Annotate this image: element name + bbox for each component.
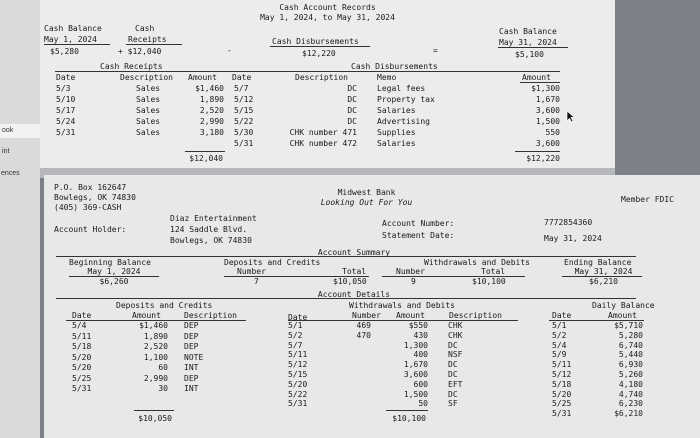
deposit-amount: 2,520: [143, 342, 168, 351]
open-balance-h2: May 1, 2024: [44, 35, 97, 44]
daily-amount: 6,740: [618, 340, 643, 350]
receipt-amount: 2,520: [199, 106, 224, 115]
withdrawal-description: DC: [448, 360, 458, 370]
sum-ending-h1: Ending Balance: [564, 258, 632, 267]
disb-date: 5/12: [234, 95, 254, 104]
receipt-description: Sales: [136, 84, 161, 93]
withdrawal-number: [349, 360, 371, 369]
deposit-amount: 2,990: [143, 373, 168, 383]
statement-date-value: May 31, 2024: [544, 234, 602, 243]
deposits-title: Deposits and Credits: [116, 301, 213, 310]
withdrawal-description: DC: [448, 389, 458, 399]
col-description-2: Description: [295, 73, 348, 82]
withdrawal-date: 5/7: [288, 340, 303, 350]
sidebar-label-ences[interactable]: ences: [1, 170, 20, 177]
receipt-description: Sales: [136, 95, 161, 104]
daily-amount: $6,210: [614, 409, 643, 419]
disb-amount: 1,670: [535, 95, 560, 104]
deposit-amount: 60: [158, 363, 168, 372]
deposit-description: DEP: [184, 342, 199, 351]
receipt-date: 5/3: [56, 84, 71, 93]
daily-date: 5/31: [552, 409, 572, 419]
sum-withdrawals-number: 9: [411, 277, 416, 286]
sum-deposits-total-label: Total: [342, 267, 367, 276]
deposit-description: NOTE: [184, 352, 204, 362]
sum-deposits-number-label: Number: [237, 267, 266, 276]
withdrawal-description: CHK: [448, 330, 463, 340]
withdrawal-number: [349, 399, 371, 408]
holder-line-1: Diaz Entertainment: [170, 214, 257, 223]
daily-amount: 4,740: [618, 389, 643, 399]
disb-amount: 3,600: [535, 139, 560, 148]
bank-statement: [44, 175, 700, 438]
disb-h1: Cash Disbursements: [272, 37, 359, 46]
receipts-total: $12,040: [189, 154, 223, 163]
dep-col-amount: Amount: [132, 311, 161, 320]
sum-ending-h2: May 31, 2024: [574, 267, 633, 276]
withdrawal-date: 5/20: [288, 379, 308, 389]
deposit-date: 5/31: [72, 384, 92, 393]
receipt-amount: $1,460: [195, 84, 224, 93]
records-period: May 1, 2024, to May 31, 2024: [260, 13, 395, 22]
deposit-date: 5/11: [72, 331, 92, 341]
sum-ending-value: $6,210: [589, 277, 618, 286]
open-balance-amount: $5,280: [50, 47, 79, 56]
daily-date: 5/2: [552, 330, 567, 340]
col-amount-2: Amount: [522, 73, 551, 82]
receipt-date: 5/24: [56, 117, 76, 126]
disb-description: DC: [347, 117, 357, 126]
disb-memo: Salaries: [377, 139, 416, 148]
withdrawals-title: Withdrawals and Debits: [349, 301, 455, 310]
open-balance-h1: Cash Balance: [44, 24, 102, 33]
withdrawal-amount: 600: [413, 379, 428, 389]
sum-begin-h2: May 1, 2024: [87, 267, 141, 276]
details-title: Account Details: [317, 290, 391, 299]
daily-date: 5/4: [552, 340, 567, 350]
withdrawal-amount: 400: [413, 350, 428, 360]
receipt-date: 5/31: [56, 128, 76, 137]
withdrawal-description: DC: [448, 370, 458, 379]
receipt-date: 5/10: [56, 95, 76, 104]
deposit-amount: 1,100: [143, 352, 168, 362]
receipts-amount: + $12,040: [118, 47, 162, 56]
daily-date: 5/9: [552, 350, 567, 360]
withdrawal-number: [349, 350, 371, 359]
deposit-amount: 1,890: [143, 331, 168, 341]
disb-memo: Salaries: [377, 106, 416, 115]
sum-withdrawals-number-label: Number: [396, 267, 425, 276]
disb-date: 5/7: [234, 84, 249, 93]
daily-date: 5/11: [552, 360, 572, 370]
receipts-section-title: Cash Receipts: [100, 62, 163, 71]
withdrawal-amount: 430: [413, 330, 428, 340]
receipt-description: Sales: [136, 106, 161, 115]
bank-address-3: (405) 369-CASH: [54, 203, 122, 212]
withdrawal-date: 5/31: [288, 399, 308, 409]
disb-amount: 3,600: [535, 106, 560, 115]
daily-date: 5/18: [552, 379, 572, 389]
deposit-amount: 30: [158, 384, 168, 393]
wd-col-description: Description: [449, 311, 502, 320]
withdrawal-number: [349, 341, 371, 350]
deposits-total: $10,050: [138, 414, 172, 423]
sum-deposits-h1: Deposits and Credits: [224, 258, 321, 267]
receipts-h1: Cash: [135, 24, 155, 33]
sum-withdrawals-total-label: Total: [481, 267, 506, 276]
withdrawal-number: [349, 380, 371, 389]
disb-amount: 550: [545, 128, 560, 137]
deposit-date: 5/25: [72, 373, 92, 383]
withdrawal-amount: $550: [408, 321, 428, 330]
withdrawal-description: EFT: [448, 379, 463, 389]
col-date: Date: [56, 73, 76, 82]
disb-total: $12,220: [526, 154, 560, 163]
withdrawals-total: $10,100: [392, 414, 426, 423]
daily-date: 5/12: [552, 370, 572, 379]
sum-deposits-number: 7: [254, 277, 259, 286]
close-balance-h2: May 31, 2024: [499, 38, 557, 47]
disb-memo: Legal fees: [377, 84, 426, 93]
receipt-amount: 2,990: [199, 117, 224, 126]
disb-date: 5/31: [234, 139, 254, 148]
daily-col-date: Date: [552, 311, 572, 320]
daily-amount: 5,280: [618, 330, 643, 340]
withdrawal-amount: 3,600: [403, 370, 428, 379]
disb-description: CHK number 472: [289, 139, 357, 148]
withdrawal-amount: 50: [418, 399, 428, 409]
withdrawal-date: 5/15: [288, 370, 308, 379]
daily-date: 5/1: [552, 321, 567, 330]
dep-col-description: Description: [184, 311, 237, 320]
sidebar-strip: [0, 0, 40, 438]
disb-description: DC: [347, 84, 357, 93]
disb-amount: $12,220: [302, 49, 336, 58]
dep-col-date: Date: [72, 311, 92, 320]
withdrawal-date: 5/22: [288, 389, 308, 399]
disb-amount: $1,300: [531, 84, 560, 93]
disb-date: 5/22: [234, 117, 254, 126]
deposit-date: 5/20: [72, 352, 92, 362]
disb-memo: Supplies: [377, 128, 416, 137]
deposit-amount: $1,460: [139, 321, 168, 330]
account-number-label: Account Number:: [382, 219, 455, 228]
receipt-amount: 1,890: [199, 95, 224, 104]
disb-memo: Advertising: [377, 117, 430, 126]
daily-amount: $5,710: [614, 321, 643, 330]
daily-amount: 6,930: [618, 360, 643, 370]
deposit-date: 5/4: [72, 321, 87, 330]
withdrawal-description: SF: [448, 399, 458, 409]
minus-sign: -: [227, 46, 232, 55]
daily-date: 5/25: [552, 399, 572, 409]
receipt-amount: 3,180: [199, 128, 224, 137]
holder-label: Account Holder:: [54, 225, 127, 234]
daily-amount: 5,440: [618, 350, 643, 360]
sum-withdrawals-h1: Withdrawals and Debits: [424, 258, 530, 267]
receipts-h2: Receipts: [128, 35, 167, 44]
cash-account-records: [40, 0, 615, 168]
deposit-description: DEP: [184, 331, 199, 341]
sidebar-label-ook[interactable]: ook: [2, 127, 14, 134]
mouse-cursor-icon: [566, 110, 575, 123]
deposit-date: 5/18: [72, 342, 92, 351]
withdrawal-description: DC: [448, 340, 458, 350]
close-balance-amount: $5,100: [515, 50, 544, 59]
bank-tagline: Looking Out For You: [320, 198, 413, 207]
statement-date-label: Statement Date:: [382, 231, 455, 240]
holder-line-3: Bowlegs, OK 74830: [170, 236, 252, 245]
withdrawal-description: CHK: [448, 321, 463, 330]
disb-description: CHK number 471: [289, 128, 357, 137]
summary-title: Account Summary: [317, 248, 391, 257]
wd-col-amount: Amount: [396, 311, 425, 320]
col-amount: Amount: [188, 73, 217, 82]
col-date-2: Date: [232, 73, 252, 82]
daily-balance-title: Daily Balance: [592, 301, 655, 310]
deposit-description: DEP: [184, 373, 199, 383]
disb-description: DC: [347, 106, 357, 115]
disb-date: 5/15: [234, 106, 254, 115]
sum-begin-value: $6,260: [99, 277, 129, 286]
bank-address-2: Bowlegs, OK 74830: [54, 193, 136, 202]
col-description: Description: [120, 73, 173, 82]
member-fdic: Member FDIC: [621, 195, 674, 204]
disb-memo: Property tax: [377, 95, 435, 104]
withdrawal-amount: 1,500: [403, 389, 428, 399]
daily-col-amount: Amount: [608, 311, 637, 320]
withdrawal-date: 5/1: [288, 321, 303, 330]
withdrawal-date: 5/12: [288, 360, 308, 370]
withdrawal-date: 5/11: [288, 350, 308, 360]
equals-sign: =: [433, 46, 438, 55]
withdrawal-number: 470: [356, 330, 371, 340]
receipt-date: 5/17: [56, 106, 76, 115]
daily-amount: 6,230: [618, 399, 643, 409]
deposit-description: INT: [184, 384, 199, 393]
disb-description: DC: [347, 95, 357, 104]
withdrawal-description: NSF: [448, 350, 463, 360]
sum-begin-h1: Beginning Balance: [69, 258, 151, 267]
withdrawal-date: 5/2: [288, 330, 303, 340]
deposit-description: DEP: [184, 321, 199, 330]
daily-date: 5/20: [552, 389, 572, 399]
wd-col-number: Number: [352, 311, 381, 320]
bank-address-1: P.O. Box 162647: [54, 183, 127, 192]
records-title: Cash Account Records: [279, 3, 376, 12]
receipt-description: Sales: [136, 128, 161, 137]
receipt-description: Sales: [136, 117, 161, 126]
col-memo: Memo: [377, 73, 397, 82]
withdrawal-number: [349, 370, 371, 379]
close-balance-h1: Cash Balance: [499, 27, 557, 36]
account-number-value: 7772854360: [544, 218, 593, 227]
deposit-description: INT: [184, 363, 199, 372]
daily-amount: 4,180: [618, 379, 643, 389]
sum-withdrawals-total: $10,100: [472, 277, 506, 286]
daily-amount: 5,260: [618, 370, 643, 379]
holder-line-2: 124 Saddle Blvd.: [170, 225, 248, 234]
sidebar-label-int[interactable]: int: [2, 148, 10, 155]
disb-amount: 1,500: [535, 117, 560, 126]
withdrawal-amount: 1,670: [403, 360, 428, 370]
deposit-date: 5/20: [72, 363, 92, 372]
withdrawal-number: [349, 390, 371, 399]
wd-col-date: Date: [288, 313, 308, 322]
sum-deposits-total: $10,050: [333, 277, 367, 286]
disb-date: 5/30: [234, 128, 254, 137]
bank-name: Midwest Bank: [337, 188, 396, 197]
withdrawal-amount: 1,300: [403, 340, 428, 350]
withdrawal-number: 469: [356, 321, 371, 330]
disb-section-title: Cash Disbursements: [351, 62, 438, 71]
